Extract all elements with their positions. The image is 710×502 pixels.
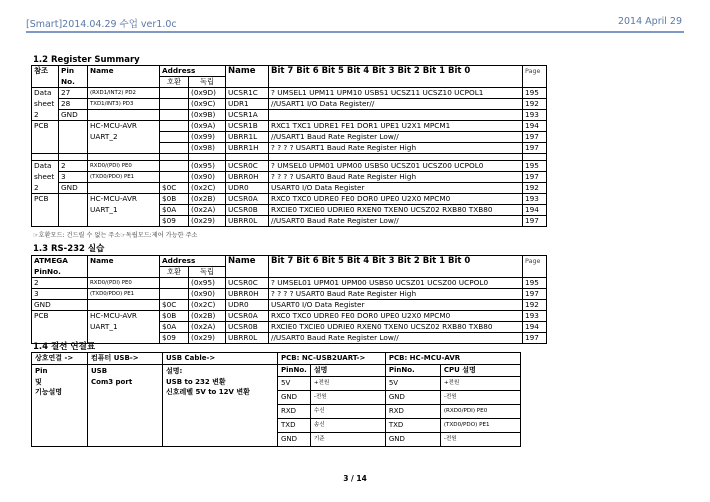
head-usb2uart: PCB: NC-USB2UART-> xyxy=(278,353,386,365)
page-cell: 197 xyxy=(523,216,547,227)
reg-cell: UDR0 xyxy=(226,300,269,311)
bits-cell: RXC0 TXC0 UDRE0 FE0 DOR0 UPE0 U2X0 MPCM0 xyxy=(269,311,523,322)
module-uart: UART_2 xyxy=(88,132,160,143)
header-title: [Smart]2014.04.29 수업 ver1.0c xyxy=(26,19,177,30)
abs-cell: $0C xyxy=(160,300,189,311)
label-line: Com3 port xyxy=(91,377,133,386)
name-cell xyxy=(88,110,160,121)
page-cell: 193 xyxy=(523,110,547,121)
rs232-head-row xyxy=(32,256,547,267)
desc-b-cell: (TXD0/PDO) PE1 xyxy=(440,419,520,433)
abs-cell: $0C xyxy=(160,183,189,194)
header-rule xyxy=(26,31,684,33)
table-row xyxy=(32,289,547,300)
reg-cell: UBRR0H xyxy=(226,172,269,183)
pin-cell: 2 xyxy=(32,278,88,289)
bits-cell: RXCIE0 TXCIE0 UDRIE0 RXEN0 TXEN0 UCSZ02 RXB80 TXB80 xyxy=(269,322,523,333)
col-pin-no-b: PinNo. xyxy=(385,365,440,377)
register-subhead-row xyxy=(32,77,547,88)
col-pin-no-a: PinNo. xyxy=(278,365,311,377)
page-cell: 197 xyxy=(523,132,547,143)
pin-a-cell: 5V xyxy=(278,377,311,391)
reg-cell: UCSR0C xyxy=(226,278,269,289)
abs-cell: $0A xyxy=(160,322,189,333)
ind-cell: (0x2B) xyxy=(189,311,226,322)
ind-cell: (0x2A) xyxy=(189,322,226,333)
pin-cell xyxy=(59,121,88,132)
table-row xyxy=(32,132,547,143)
reg-cell: UCSR1C xyxy=(226,88,269,99)
table-row xyxy=(32,172,547,183)
bits-cell: USART0 I/O Data Register xyxy=(269,183,523,194)
bits-cell: ? ? ? ? USART1 Baud Rate Register High xyxy=(269,143,523,154)
reg-cell: UDR1 xyxy=(226,99,269,110)
module-name: HC-MCU-AVR xyxy=(88,121,160,132)
abs-cell xyxy=(160,161,189,172)
ref-pcb: PCB xyxy=(32,311,88,322)
bits-cell: RXC0 TXC0 UDRE0 FE0 DOR0 UPE0 U2X0 MPCM0 xyxy=(269,194,523,205)
ref-data: Data xyxy=(32,88,59,99)
abs-cell xyxy=(160,132,189,143)
abs-cell xyxy=(160,289,189,300)
reg-cell: UCSR1A xyxy=(226,110,269,121)
ind-cell: (0x9A) xyxy=(189,121,226,132)
page-cell: 193 xyxy=(523,311,547,322)
col-pin-no: No. xyxy=(59,77,88,88)
table-row xyxy=(32,311,547,322)
table-row xyxy=(32,143,547,154)
desc-b-cell: +전원 xyxy=(440,377,520,391)
head-mcu-avr: PCB: HC-MCU-AVR xyxy=(385,353,520,365)
ref-page: 2 xyxy=(32,183,59,194)
pin-cell: 2 xyxy=(59,161,88,172)
reg-cell: UCSR0C xyxy=(226,161,269,172)
pin-a-cell: RXD xyxy=(278,405,311,419)
pin-b-cell: 5V xyxy=(385,377,440,391)
page-cell: 194 xyxy=(523,205,547,216)
name-cell xyxy=(88,143,160,154)
ind-cell: (0x2C) xyxy=(189,183,226,194)
head-pc-usb: 컴퓨터 USB-> xyxy=(88,353,163,365)
usb-port-label xyxy=(88,365,163,447)
ind-cell: (0x2A) xyxy=(189,205,226,216)
reg-cell: UBRR1L xyxy=(226,132,269,143)
pin-a-cell: TXD xyxy=(278,419,311,433)
register-summary-table xyxy=(31,65,547,227)
pin-cell: GND xyxy=(32,300,88,311)
ind-cell: (0x95) xyxy=(189,278,226,289)
reg-cell: UBRR0L xyxy=(226,333,269,344)
table-row xyxy=(32,161,547,172)
col-indep: 독립 xyxy=(189,267,226,278)
pin-cell xyxy=(59,143,88,154)
table-row xyxy=(32,121,547,132)
col-compat: 호환 xyxy=(160,267,189,278)
abs-cell: $0B xyxy=(160,194,189,205)
label-line: USB xyxy=(91,367,108,375)
abs-cell: $09 xyxy=(160,216,189,227)
col-pin-no: PinNo. xyxy=(32,267,88,278)
name-cell xyxy=(88,183,160,194)
col-name: Name xyxy=(88,66,160,77)
pin-cell xyxy=(59,132,88,143)
cable-description xyxy=(163,365,278,447)
reg-cell: UCSR0B xyxy=(226,322,269,333)
ind-cell: (0x29) xyxy=(189,333,226,344)
ref-data: Data xyxy=(32,161,59,172)
desc-b-cell: -전원 xyxy=(440,391,520,405)
ref-pcb: PCB xyxy=(32,194,59,205)
pin-cell: 28 xyxy=(59,99,88,110)
desc-b-cell: -전원 xyxy=(440,433,520,447)
label-line: 설명: xyxy=(166,367,183,375)
ind-cell: (0x90) xyxy=(189,172,226,183)
table-row xyxy=(32,183,547,194)
reg-cell: UCSR0B xyxy=(226,205,269,216)
abs-cell: $0A xyxy=(160,205,189,216)
name-cell: (RXD1/INT2) PD2 xyxy=(88,88,160,99)
abs-cell xyxy=(160,121,189,132)
pin-cell: GND xyxy=(59,110,88,121)
reg-cell: UCSR0A xyxy=(226,311,269,322)
desc-a-cell: -전원 xyxy=(310,391,385,405)
col-indep: 독립 xyxy=(189,77,226,88)
pin-b-cell: TXD xyxy=(385,419,440,433)
col-ref: 참조 xyxy=(32,66,59,77)
table-row xyxy=(32,216,547,227)
spacer-row xyxy=(32,154,547,161)
page-cell: 197 xyxy=(523,143,547,154)
abs-cell xyxy=(160,88,189,99)
label-line: 기능설명 xyxy=(35,388,63,396)
table-row xyxy=(32,205,547,216)
bits-cell: RXCIE0 TXCIE0 UDRIE0 RXEN0 TXEN0 UCSZ02 RXB80 TXB80 xyxy=(269,205,523,216)
ind-cell: (0x29) xyxy=(189,216,226,227)
pin-a-cell: GND xyxy=(278,391,311,405)
name-cell: TXD1/INT3) PD3 xyxy=(88,99,160,110)
page-number: 3 / 14 xyxy=(343,474,367,483)
page-cell: 192 xyxy=(523,99,547,110)
page-cell: 194 xyxy=(523,322,547,333)
section-title-wiring: 1.4 결선 연결표 xyxy=(33,342,96,352)
col-atmega: ATMEGA xyxy=(32,256,88,267)
table-row xyxy=(32,278,547,289)
pin-function-label xyxy=(32,365,88,447)
reg-cell: UBRR0L xyxy=(226,216,269,227)
table-row xyxy=(32,322,547,333)
rs232-register-table xyxy=(31,255,547,344)
name-cell xyxy=(88,300,160,311)
page-cell: 194 xyxy=(523,121,547,132)
page-cell: 192 xyxy=(523,300,547,311)
register-head-row xyxy=(32,66,547,77)
ind-cell: (0x99) xyxy=(189,132,226,143)
abs-cell xyxy=(160,172,189,183)
col-desc-a: 설명 xyxy=(310,365,385,377)
bits-cell: RXC1 TXC1 UDRE1 FE1 DOR1 UPE1 U2X1 MPCM1 xyxy=(269,121,523,132)
col-address: Address xyxy=(160,256,226,267)
ind-cell: (0x9B) xyxy=(189,110,226,121)
desc-a-cell: 기준 xyxy=(310,433,385,447)
table-row xyxy=(32,110,547,121)
table-row xyxy=(32,194,547,205)
bits-cell: //USART0 Baud Rate Register Low// xyxy=(269,333,523,344)
rs232-subhead-row xyxy=(32,267,547,278)
abs-cell xyxy=(160,99,189,110)
col-address: Address xyxy=(160,66,226,77)
bits-cell xyxy=(269,110,523,121)
label-line: Pin xyxy=(35,367,48,375)
page-cell: 197 xyxy=(523,289,547,300)
bits-cell: ? ? ? ? USART0 Baud Rate Register High xyxy=(269,289,523,300)
ind-cell: (0x98) xyxy=(189,143,226,154)
name-cell: RXD0/(PDI) PE0 xyxy=(88,161,160,172)
bits-cell: ? ? ? ? USART0 Baud Rate Register High xyxy=(269,172,523,183)
table-row xyxy=(32,88,547,99)
pin-b-cell: GND xyxy=(385,391,440,405)
bits-cell: ? UMSEL1 UPM11 UPM10 USBS1 UCSZ11 UCSZ10 UCPOL1 xyxy=(269,88,523,99)
ref-sheet: sheet xyxy=(32,99,59,110)
ind-cell: (0x9D) xyxy=(189,88,226,99)
head-usb-cable: USB Cable-> xyxy=(163,353,278,365)
section-title-rs232: 1.3 RS-232 실습 xyxy=(33,244,105,254)
module-name: HC-MCU-AVR xyxy=(88,194,160,205)
col-name: Name xyxy=(88,256,160,267)
name-cell: RXD0/(PDI) PE0 xyxy=(88,278,160,289)
col-reg-name: Name xyxy=(226,66,269,77)
pin-cell: GND xyxy=(59,183,88,194)
pin-cell: 27 xyxy=(59,88,88,99)
page-cell: 192 xyxy=(523,183,547,194)
module-name: HC-MCU-AVR xyxy=(88,311,160,322)
label-line: USB to 232 변환 xyxy=(166,377,226,386)
col-pin: Pin xyxy=(59,66,88,77)
module-uart: UART_1 xyxy=(88,205,160,216)
abs-cell xyxy=(160,278,189,289)
wiring-subhead-row xyxy=(32,365,521,377)
head-interconnect: 상호연결 -> xyxy=(32,353,88,365)
col-page: Page xyxy=(523,66,547,77)
ind-cell: (0x2B) xyxy=(189,194,226,205)
table-row xyxy=(32,99,547,110)
header-date: 2014 April 29 xyxy=(617,16,682,27)
col-bits: Bit 7 Bit 6 Bit 5 Bit 4 Bit 3 Bit 2 Bit 1 Bit 0 xyxy=(269,66,523,77)
page-cell: 195 xyxy=(523,161,547,172)
reg-cell: UCSR0A xyxy=(226,194,269,205)
bits-cell: USART0 I/O Data Register xyxy=(269,300,523,311)
bits-cell: //USART1 Baud Rate Register Low// xyxy=(269,132,523,143)
col-page: Page xyxy=(523,256,547,267)
ref-page: 2 xyxy=(32,110,59,121)
table-row xyxy=(32,333,547,344)
name-cell: (TXD0/PDO) PE1 xyxy=(88,289,160,300)
bits-cell: ? UMSEL0 UPM01 UPM00 USBS0 UCSZ01 UCSZ00 UCPOL0 xyxy=(269,161,523,172)
pin-cell xyxy=(59,216,88,227)
pin-b-cell: RXD xyxy=(385,405,440,419)
reg-cell: UDR0 xyxy=(226,183,269,194)
section-title-register-summary: 1.2 Register Summary xyxy=(33,55,140,65)
ind-cell: (0x2C) xyxy=(189,300,226,311)
page-cell: 193 xyxy=(523,194,547,205)
col-compat: 호환 xyxy=(160,77,189,88)
ind-cell: (0x9C) xyxy=(189,99,226,110)
pin-cell: 3 xyxy=(32,289,88,300)
ref-sheet: sheet xyxy=(32,172,59,183)
pin-cell: 3 xyxy=(59,172,88,183)
abs-cell xyxy=(160,110,189,121)
abs-cell xyxy=(160,143,189,154)
reg-cell: UCSR1B xyxy=(226,121,269,132)
page-cell: 195 xyxy=(523,278,547,289)
name-cell: (TXD0/PDO) PE1 xyxy=(88,172,160,183)
ref-pcb: PCB xyxy=(32,121,59,132)
desc-a-cell: +전원 xyxy=(310,377,385,391)
pin-cell xyxy=(59,194,88,205)
desc-a-cell: 송신 xyxy=(310,419,385,433)
col-bits: Bit 7 Bit 6 Bit 5 Bit 4 Bit 3 Bit 2 Bit 1 Bit 0 xyxy=(269,256,523,267)
abs-cell: $0B xyxy=(160,311,189,322)
bits-cell: //USART1 I/O Data Register// xyxy=(269,99,523,110)
desc-b-cell: (RXD0/PDI) PE0 xyxy=(440,405,520,419)
wiring-table xyxy=(31,352,521,447)
wiring-head-row xyxy=(32,353,521,365)
bits-cell: //USART0 Baud Rate Register Low// xyxy=(269,216,523,227)
label-line: 신호레벨 5V to 12V 변환 xyxy=(166,388,250,396)
page-cell: 195 xyxy=(523,88,547,99)
page-cell: 197 xyxy=(523,172,547,183)
module-uart: UART_1 xyxy=(88,322,160,333)
label-line: 및 xyxy=(35,377,42,386)
ind-cell: (0x90) xyxy=(189,289,226,300)
bits-cell: ? UMSEL01 UPM01 UPM00 USBS0 UCSZ01 UCSZ00 UCPOL0 xyxy=(269,278,523,289)
table-row xyxy=(32,300,547,311)
address-mode-note: ☞호환모드: 건드릴 수 없는 주소☞독립모드:제어 가능한 주소 xyxy=(33,232,198,239)
pin-a-cell: GND xyxy=(278,433,311,447)
ind-cell: (0x95) xyxy=(189,161,226,172)
reg-cell: UBRR0H xyxy=(226,289,269,300)
page-cell: 197 xyxy=(523,333,547,344)
pin-cell xyxy=(59,205,88,216)
name-cell xyxy=(88,216,160,227)
col-cpu-desc: CPU 설명 xyxy=(440,365,520,377)
pin-b-cell: GND xyxy=(385,433,440,447)
col-reg-name: Name xyxy=(226,256,269,267)
abs-cell: $09 xyxy=(160,333,189,344)
desc-a-cell: 수신 xyxy=(310,405,385,419)
reg-cell: UBRR1H xyxy=(226,143,269,154)
